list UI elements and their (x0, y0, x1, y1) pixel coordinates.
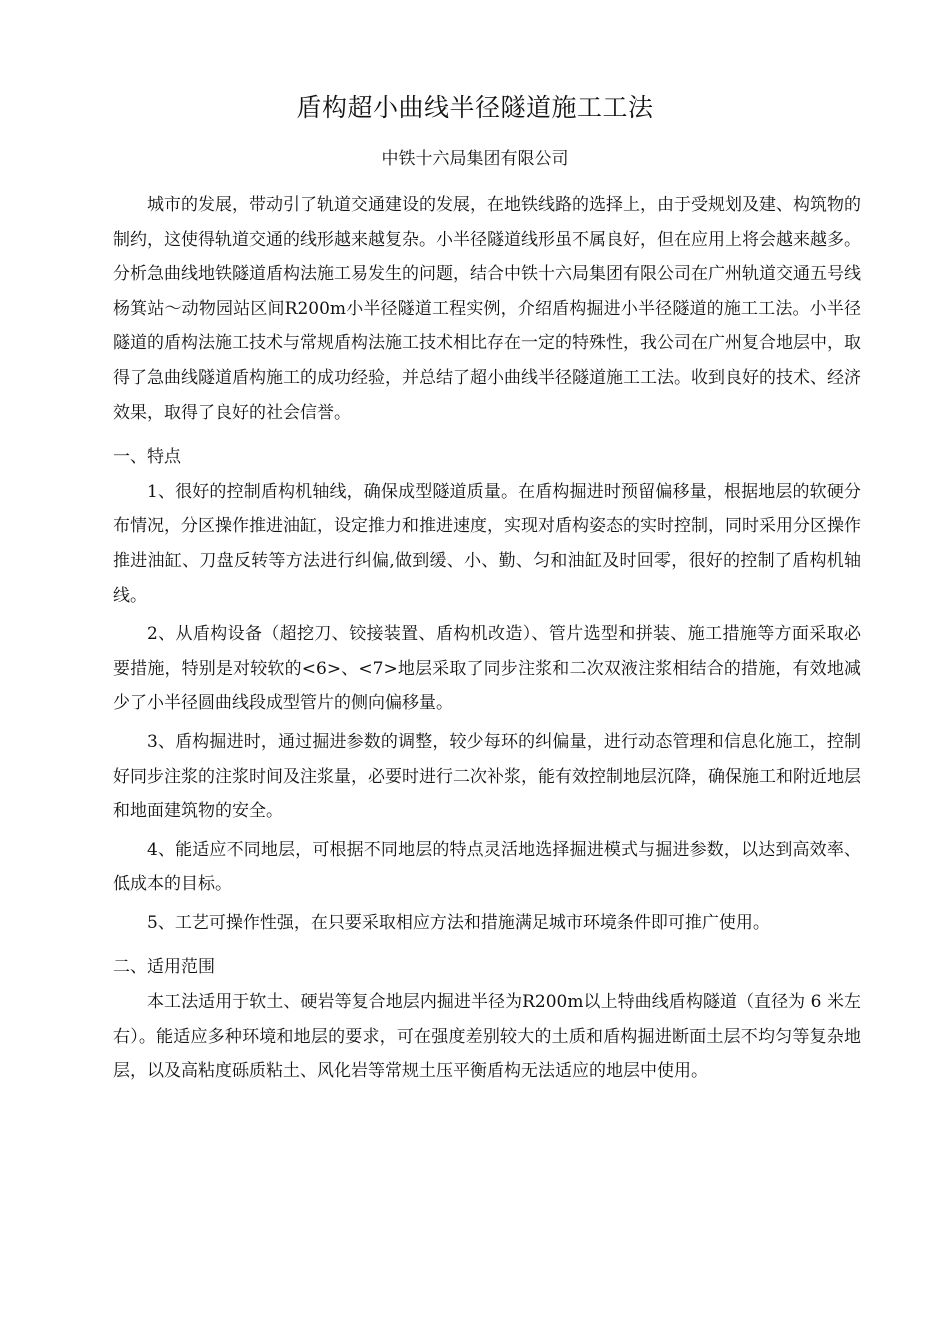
document-title: 盾构超小曲线半径隧道施工工法 (296, 93, 654, 122)
document-author: 中铁十六局集团有限公司 (381, 149, 569, 169)
feature-item-2: 2、从盾构设备（超挖刀、铰接装置、盾构机改造）、管片选型和拼装、施工措施等方面采取必要措施，特别是对较软的<6>、<7>地层采取了同步注浆和二次双液注浆相结合的措施，有效地减少了小半径圆曲线段成型管片的侧向偏移量。 (113, 624, 861, 714)
intro-paragraph: 城市的发展，带动引了轨道交通建设的发展，在地铁线路的选择上，由于受规划及建、构筑物的制约，这使得轨道交通的线形越来越复杂。小半径隧道线形虽不属良好，但在应用上将会越来越多。分析急曲线地铁隧道盾构法施工易发生的问题，结合中铁十六局集团有限公司在广州轨道交通五号线杨箕站～动物园站区间R200m小半径隧道工程实例，介绍盾构掘进小半径隧道的施工工法。小半径隧道的盾构法施工技术与常规盾构法施工技术相比存在一定的特殊性，我公司在广州复合地层中，取得了急曲线隧道盾构施工的成功经验，并总结了超小曲线半径隧道施工工法。收到良好的技术、经济效果，取得了良好的社会信誉。 (113, 195, 861, 423)
section-heading-features: 一、特点 (113, 447, 181, 468)
feature-item-4: 4、能适应不同地层，可根据不同地层的特点灵活地选择掘进模式与掘进参数，以达到高效率、低成本的目标。 (113, 839, 861, 895)
feature-item-1: 1、很好的控制盾构机轴线，确保成型隧道质量。在盾构掘进时预留偏移量，根据地层的软硬分布情况，分区操作推进油缸，设定推力和推进速度，实现对盾构姿态的实时控制，同时采用分区操作推进油缸、刀盘反转等方法进行纠偏,做到缓、小、勤、匀和油缸及时回零，很好的控制了盾构机轴线。 (113, 481, 861, 606)
section-heading-scope: 二、适用范围 (113, 957, 215, 978)
feature-item-3: 3、盾构掘进时，通过掘进参数的调整，较少每环的纠偏量，进行动态管理和信息化施工，控制好同步注浆的注浆时间及注浆量，必要时进行二次补浆，能有效控制地层沉降，确保施工和附近地层和地面建筑物的安全。 (113, 731, 861, 822)
scope-paragraph: 本工法适用于软土、硬岩等复合地层内掘进半径为R200m以上特曲线盾构隧道（直径为 6 米左右）。能适应多种环境和地层的要求，可在强度差别较大的土质和盾构掘进断面土层不均匀等复杂地层，以及高粘度砾质粘土、风化岩等常规土压平衡盾构无法适应的地层中使用。 (113, 992, 861, 1082)
document-body (113, 188, 861, 1089)
feature-item-5: 5、工艺可操作性强，在只要采取相应方法和措施满足城市环境条件即可推广使用。 (147, 912, 770, 933)
